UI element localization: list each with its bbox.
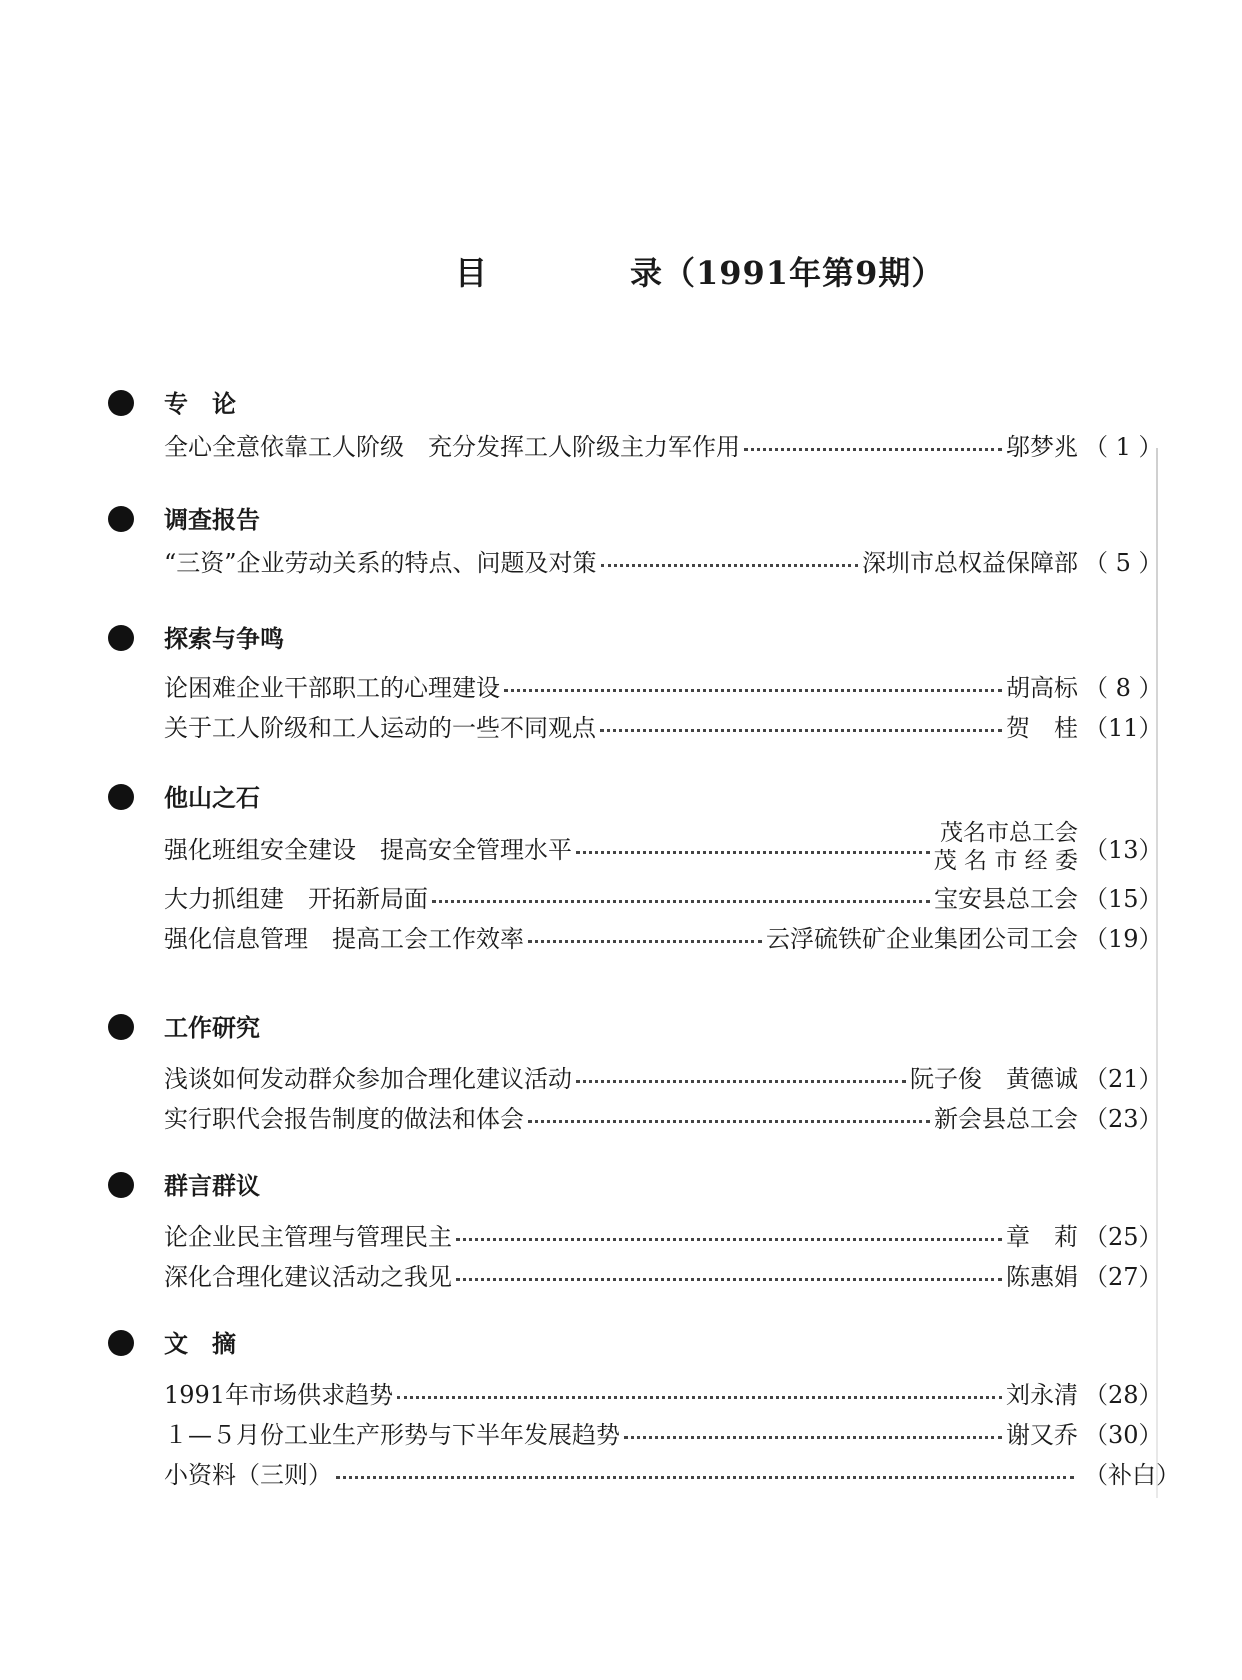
- entry-author: 章 莉: [1006, 1222, 1078, 1251]
- entry-author: 宝安县总工会: [934, 884, 1078, 913]
- entry-author-line-1: 茂名市总工会: [940, 820, 1078, 846]
- entry-title: 1991年市场供求趋势: [164, 1380, 394, 1409]
- toc-entry: [164, 1214, 1163, 1254]
- bullet-icon: [108, 390, 134, 416]
- entry-page: （ 5 ）: [1084, 548, 1163, 577]
- toc-entry: [164, 818, 1163, 876]
- leader-dots: [528, 1120, 930, 1123]
- toc-entry: [164, 1096, 1163, 1136]
- section-title: 调查报告: [164, 505, 260, 534]
- toc-section: [108, 1008, 1163, 1136]
- entry-page: （15）: [1084, 884, 1163, 913]
- entry-author: 云浮硫铁矿企业集团公司工会: [766, 924, 1078, 953]
- section-title: 工作研究: [164, 1013, 260, 1042]
- entry-title: 关于工人阶级和工人运动的一些不同观点: [164, 713, 596, 742]
- section-title: 文 摘: [164, 1329, 236, 1358]
- entry-title: 强化信息管理 提高工会工作效率: [164, 924, 524, 953]
- entry-author: 深圳市总权益保障部: [862, 548, 1078, 577]
- entry-page: （23）: [1084, 1104, 1163, 1133]
- leader-dots: [528, 940, 762, 943]
- toc-entry: [164, 1412, 1163, 1452]
- leader-dots: [456, 1238, 1002, 1241]
- bullet-icon: [108, 1172, 134, 1198]
- entry-page: （30）: [1084, 1420, 1163, 1449]
- entry-author: 新会县总工会: [934, 1104, 1078, 1133]
- section-title: 专 论: [164, 389, 236, 418]
- section-header: [108, 1008, 1158, 1048]
- entry-page: （21）: [1084, 1064, 1163, 1093]
- entry-author: 胡高标: [1006, 673, 1078, 702]
- entry-author: 刘永清: [1006, 1380, 1078, 1409]
- entry-title: 全心全意依靠工人阶级 充分发挥工人阶级主力军作用: [164, 432, 740, 461]
- leader-dots: [432, 900, 930, 903]
- section-header: [108, 384, 1158, 424]
- entry-page: （19）: [1084, 924, 1163, 953]
- toc-entry: [164, 1056, 1163, 1096]
- leader-dots: [576, 851, 930, 854]
- section-title: 他山之石: [164, 783, 260, 812]
- entry-author-line-2: 茂 名 市 经 委: [933, 848, 1078, 874]
- entry-author: [934, 819, 1078, 875]
- title-part-1: 目: [455, 254, 489, 292]
- entry-author: 谢又乔: [1006, 1420, 1078, 1449]
- leader-dots: [601, 564, 858, 567]
- bullet-icon: [108, 625, 134, 651]
- toc-entry: [164, 876, 1163, 916]
- entry-title: 实行职代会报告制度的做法和体会: [164, 1104, 524, 1133]
- leader-dots: [336, 1476, 1074, 1479]
- toc-section: [108, 500, 1163, 580]
- section-header: [108, 500, 1158, 540]
- entry-page: （补白）: [1084, 1460, 1180, 1489]
- toc-entry: [164, 916, 1163, 956]
- page-title: [455, 248, 944, 294]
- section-header: [108, 1166, 1158, 1206]
- toc-section: [108, 778, 1163, 956]
- toc-entry: [164, 424, 1163, 464]
- entry-page: （27）: [1084, 1262, 1163, 1291]
- leader-dots: [744, 448, 1002, 451]
- toc-section: [108, 1324, 1180, 1492]
- entry-page: （25）: [1084, 1222, 1163, 1251]
- leader-dots: [600, 729, 1002, 732]
- entry-title: 浅谈如何发动群众参加合理化建议活动: [164, 1064, 572, 1093]
- entry-page: （13）: [1084, 835, 1163, 864]
- bullet-icon: [108, 1014, 134, 1040]
- entry-page: （ 8 ）: [1084, 673, 1163, 702]
- entry-author: 阮子俊 黄德诚: [910, 1064, 1078, 1093]
- leader-dots: [624, 1436, 1002, 1439]
- entry-page: （28）: [1084, 1380, 1163, 1409]
- toc-entry: [164, 1452, 1180, 1492]
- entry-author: 贺 桂: [1006, 713, 1078, 742]
- toc-section: [108, 1166, 1163, 1294]
- entry-page: （11）: [1084, 713, 1163, 742]
- bullet-icon: [108, 506, 134, 532]
- entry-title: 深化合理化建议活动之我见: [164, 1262, 452, 1291]
- bullet-icon: [108, 1330, 134, 1356]
- toc-entry: [164, 540, 1163, 580]
- toc-section: [108, 619, 1163, 745]
- leader-dots: [576, 1080, 906, 1083]
- entry-title: 论困难企业干部职工的心理建设: [164, 673, 500, 702]
- section-title: 探索与争鸣: [164, 624, 284, 653]
- toc-entry: [164, 705, 1163, 745]
- title-part-2: 录（1991年第9期）: [630, 254, 945, 292]
- entry-title: “三资”企业劳动关系的特点、问题及对策: [164, 548, 597, 577]
- toc-entry: [164, 665, 1163, 705]
- leader-dots: [504, 689, 1002, 692]
- entry-author: 邬梦兆: [1006, 432, 1078, 461]
- entry-title: 大力抓组建 开拓新局面: [164, 884, 428, 913]
- toc-entry: [164, 1254, 1163, 1294]
- section-header: [108, 619, 1158, 659]
- entry-page: （ 1 ）: [1084, 432, 1163, 461]
- bullet-icon: [108, 784, 134, 810]
- section-header: [108, 778, 1158, 818]
- leader-dots: [456, 1278, 1002, 1281]
- entry-title: 论企业民主管理与管理民主: [164, 1222, 452, 1251]
- toc-section: [108, 384, 1163, 464]
- entry-author: 陈惠娟: [1006, 1262, 1078, 1291]
- entry-title: 小资料（三则）: [164, 1460, 332, 1489]
- entry-title: 强化班组安全建设 提高安全管理水平: [164, 835, 572, 864]
- leader-dots: [397, 1396, 1002, 1399]
- toc-entry: [164, 1372, 1163, 1412]
- section-title: 群言群议: [164, 1171, 260, 1200]
- section-header: [108, 1324, 1158, 1364]
- entry-title: １—５月份工业生产形势与下半年发展趋势: [164, 1420, 620, 1449]
